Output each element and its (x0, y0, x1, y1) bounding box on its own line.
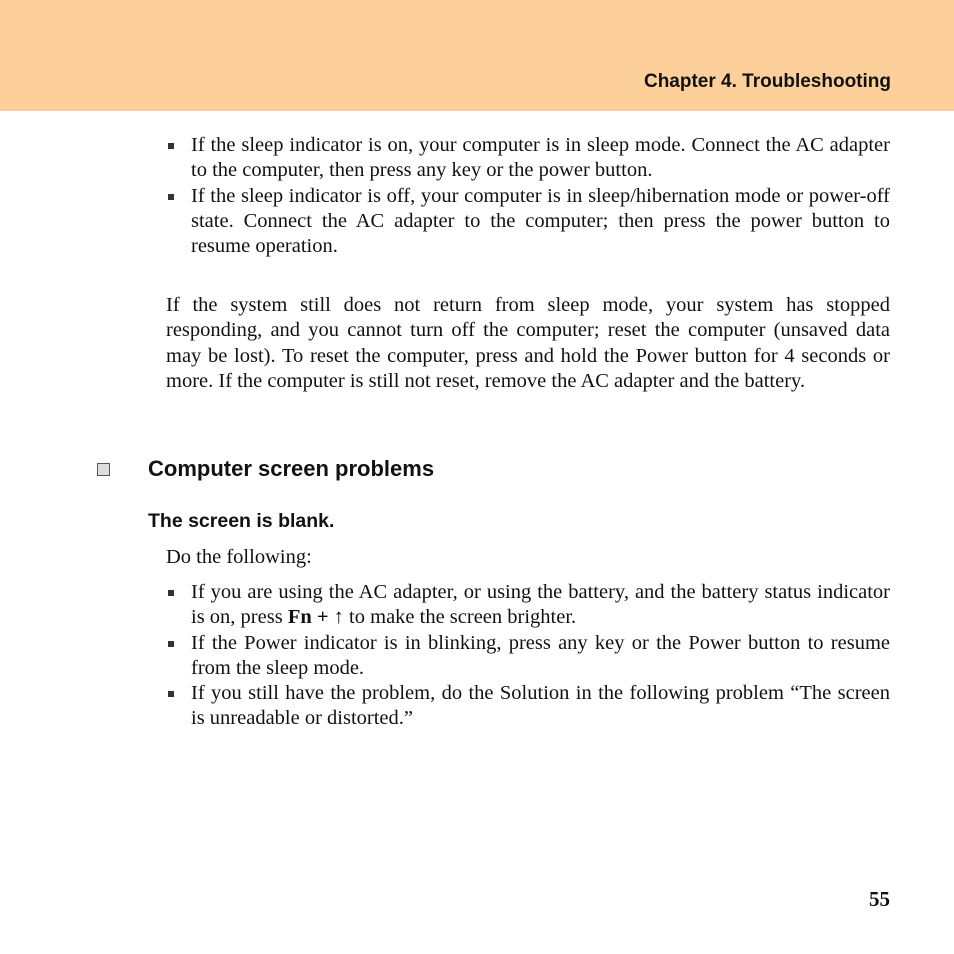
chapter-title: Chapter 4. Troubleshooting (643, 71, 891, 92)
sleep-bullet-list (166, 133, 890, 259)
bullet-text-start: If you are using the AC adapter, or using the battery, and the battery status indicator is on, press (191, 581, 890, 629)
square-bullet-icon (168, 590, 174, 596)
header-band (0, 0, 954, 111)
bullet-text: If the Power indicator is in blinking, press any key or the Power button to resume from the sleep mode. (191, 631, 890, 679)
bullet-text: If you still have the problem, do the Solution in the following problem “The screen is unreadable or distorted.” (191, 682, 890, 730)
sub-heading: The screen is blank. (148, 510, 335, 532)
square-bullet-icon (168, 194, 174, 200)
page-number: 55 (869, 887, 890, 911)
section-heading: Computer screen problems (148, 456, 435, 481)
square-bullet-icon (168, 641, 174, 647)
bullet-text-end: to make the screen brighter. (343, 606, 577, 629)
bullet-text: If the sleep indicator is off, your computer is in sleep/hibernation mode or power-off state. Connect the AC adapter to the computer; then press the power button to resume operation. (191, 184, 890, 258)
fn-up-arrow-key-combo: Fn + ↑ (287, 606, 344, 629)
screen-bullet-list (166, 580, 890, 732)
list-item (166, 133, 890, 184)
list-item (166, 184, 890, 260)
square-bullet-icon (168, 691, 174, 697)
list-item (166, 681, 890, 732)
reset-paragraph: If the system still does not return from sleep mode, your system has stopped responding, and you cannot turn off the computer; reset the computer (unsaved data may be lost). To reset the computer, press and hold the Power button for 4 seconds or more. If the computer is still not reset, remove the AC adapter and the battery. (166, 294, 890, 392)
list-item (166, 631, 890, 682)
square-bullet-icon (168, 143, 174, 149)
bullet-text: If the sleep indicator is on, your computer is in sleep mode. Connect the AC adapter to the computer, then press any key or the power button. (191, 134, 890, 182)
list-item (166, 580, 890, 631)
intro-text: Do the following: (166, 546, 312, 568)
section-square-icon (97, 463, 110, 476)
